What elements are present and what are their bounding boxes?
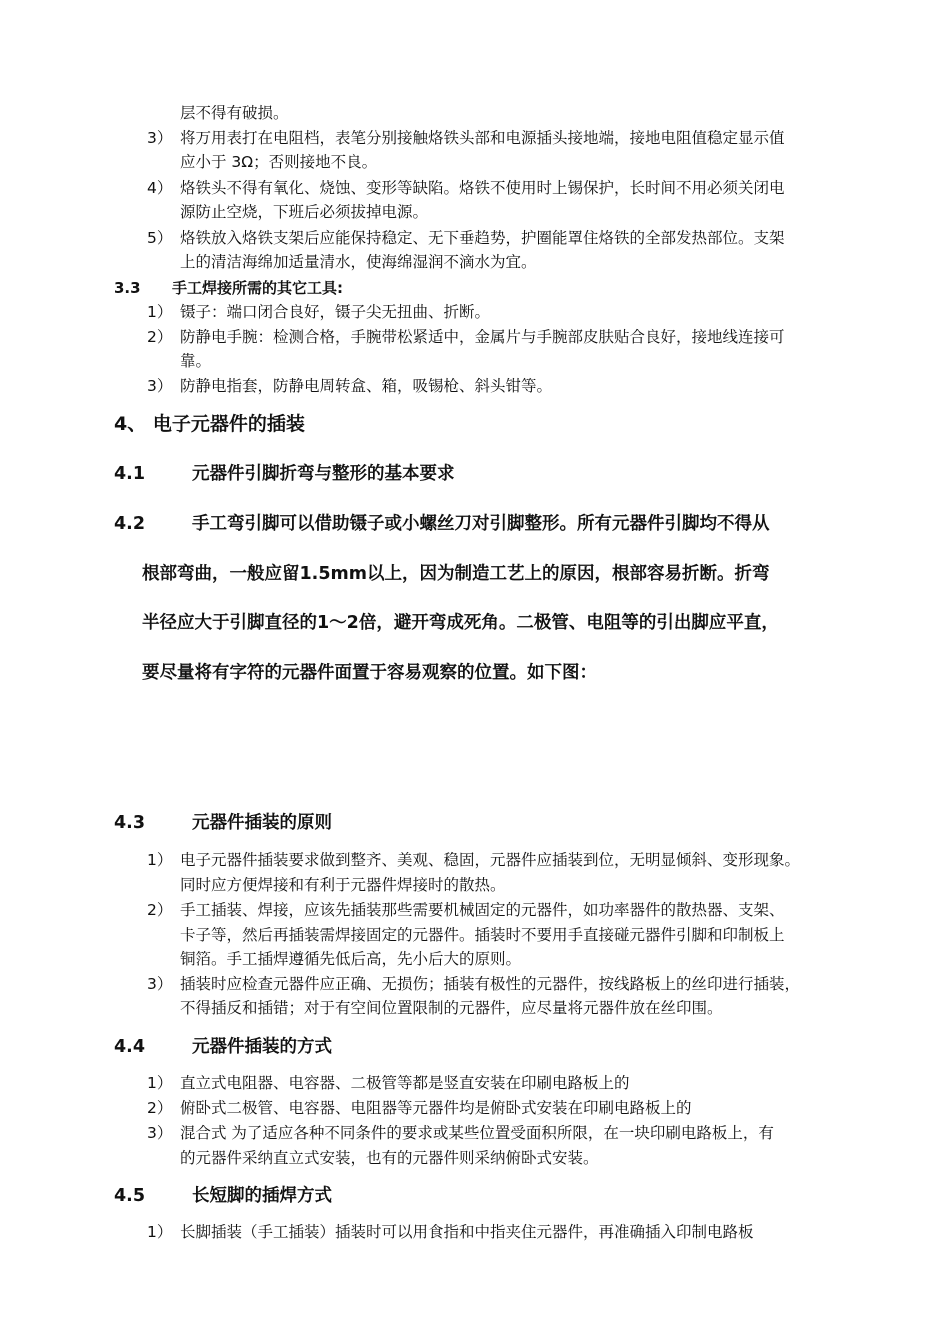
paragraph-line: 根部弯曲，一般应留1.5mm以上，因为制造工艺上的原因，根部容易折断。折弯	[142, 564, 770, 584]
section-title: 元器件引脚折弯与整形的基本要求	[192, 464, 455, 484]
list-item-text: 手工插装、焊接，应该先插装那些需要机械固定的元器件，如功率器件的散热器、支架、	[180, 901, 785, 919]
list-item-text: 防静电手腕：检测合格，手腕带松紧适中，金属片与手腕部皮肤贴合良好，接地线连接可	[180, 328, 785, 346]
list-item-number: 1）	[147, 303, 173, 321]
list-item-text: 不得插反和插错；对于有空间位置限制的元器件，应尽量将元器件放在丝印围。	[180, 999, 723, 1017]
list-item-number: 1）	[147, 1223, 173, 1241]
paragraph-line: 要尽量将有字符的元器件面置于容易观察的位置。如下图：	[142, 663, 597, 683]
list-item-text: 俯卧式二极管、电容器、电阻器等元器件均是俯卧式安装在印刷电路板上的	[180, 1099, 692, 1117]
list-item-text: 防静电指套，防静电周转盒、箱，吸锡枪、斜头钳等。	[180, 377, 553, 395]
section-title: 元器件插装的方式	[192, 1037, 332, 1057]
section-number: 4.1	[114, 464, 146, 484]
list-item-text: 电子元器件插装要求做到整齐、美观、稳固，元器件应插装到位，无明显倾斜、变形现象。	[180, 851, 801, 869]
list-item-number: 2）	[147, 901, 173, 919]
section-number: 4.2	[114, 514, 146, 534]
paragraph-line: 手工弯引脚可以借助镊子或小螺丝刀对引脚整形。所有元器件引脚均不得从	[192, 514, 770, 534]
list-item-text: 镊子：端口闭合良好，镊子尖无扭曲、折断。	[180, 303, 491, 321]
list-item-number: 2）	[147, 328, 173, 346]
list-item-number: 3）	[147, 1124, 173, 1142]
list-item-number: 3）	[147, 975, 173, 993]
list-item-number: 1）	[147, 1074, 173, 1092]
section-title: 手工焊接所需的其它工具:	[172, 279, 343, 297]
section-title: 元器件插装的原则	[192, 813, 332, 833]
list-item-text: 靠。	[180, 352, 212, 370]
list-item-text: 将万用表打在电阻档，表笔分别接触烙铁头部和电源插头接地端，接地电阻值稳定显示值	[180, 129, 785, 147]
list-item-text: 卡子等，然后再插装需焊接固定的元器件。插装时不要用手直接碰元器件引脚和印制板上	[180, 926, 785, 944]
list-item-text: 应小于 3Ω；否则接地不良。	[180, 153, 378, 171]
section-number: 4.4	[114, 1037, 146, 1057]
paragraph-line: 半径应大于引脚直径的1～2倍，避开弯成死角。二极管、电阻等的引出脚应平直，	[142, 613, 779, 633]
list-item-number: 3）	[147, 129, 173, 147]
section-title: 长短脚的插焊方式	[192, 1186, 332, 1206]
list-item-text: 源防止空烧，下班后必须拔掉电源。	[180, 203, 429, 221]
list-item-text: 层不得有破损。	[180, 104, 289, 122]
list-item-text: 烙铁头不得有氧化、烧蚀、变形等缺陷。烙铁不使用时上锡保护，长时间不用必须关闭电	[180, 179, 785, 197]
section-number: 3.3	[114, 279, 141, 297]
chapter-heading: 4、 电子元器件的插装	[114, 413, 305, 435]
list-item-text: 上的清洁海绵加适量清水，使海绵湿润不滴水为宜。	[180, 253, 537, 271]
list-item-text: 的元器件采纳直立式安装，也有的元器件则采纳俯卧式安装。	[180, 1149, 599, 1167]
list-item-number: 1）	[147, 851, 173, 869]
list-item-text: 直立式电阻器、电容器、二极管等都是竖直安装在印刷电路板上的	[180, 1074, 630, 1092]
list-item-number: 3）	[147, 377, 173, 395]
list-item-number: 2）	[147, 1099, 173, 1117]
list-item-text: 同时应方便焊接和有利于元器件焊接时的散热。	[180, 876, 506, 894]
list-item-text: 混合式 为了适应各种不同条件的要求或某些位置受面积所限，在一块印刷电路板上，有	[180, 1124, 774, 1142]
list-item-text: 插装时应检查元器件应正确、无损伤；插装有极性的元器件，按线路板上的丝印进行插装，	[180, 975, 801, 993]
section-number: 4.3	[114, 813, 146, 833]
list-item-text: 烙铁放入烙铁支架后应能保持稳定、无下垂趋势，护圈能罩住烙铁的全部发热部位。支架	[180, 229, 785, 247]
list-item-number: 5）	[147, 229, 173, 247]
list-item-number: 4）	[147, 179, 173, 197]
list-item-text: 长脚插装（手工插装）插装时可以用食指和中指夹住元器件，再准确插入印制电路板	[180, 1223, 754, 1241]
list-item-text: 铜箔。手工插焊遵循先低后高，先小后大的原则。	[180, 950, 522, 968]
section-number: 4.5	[114, 1186, 146, 1206]
